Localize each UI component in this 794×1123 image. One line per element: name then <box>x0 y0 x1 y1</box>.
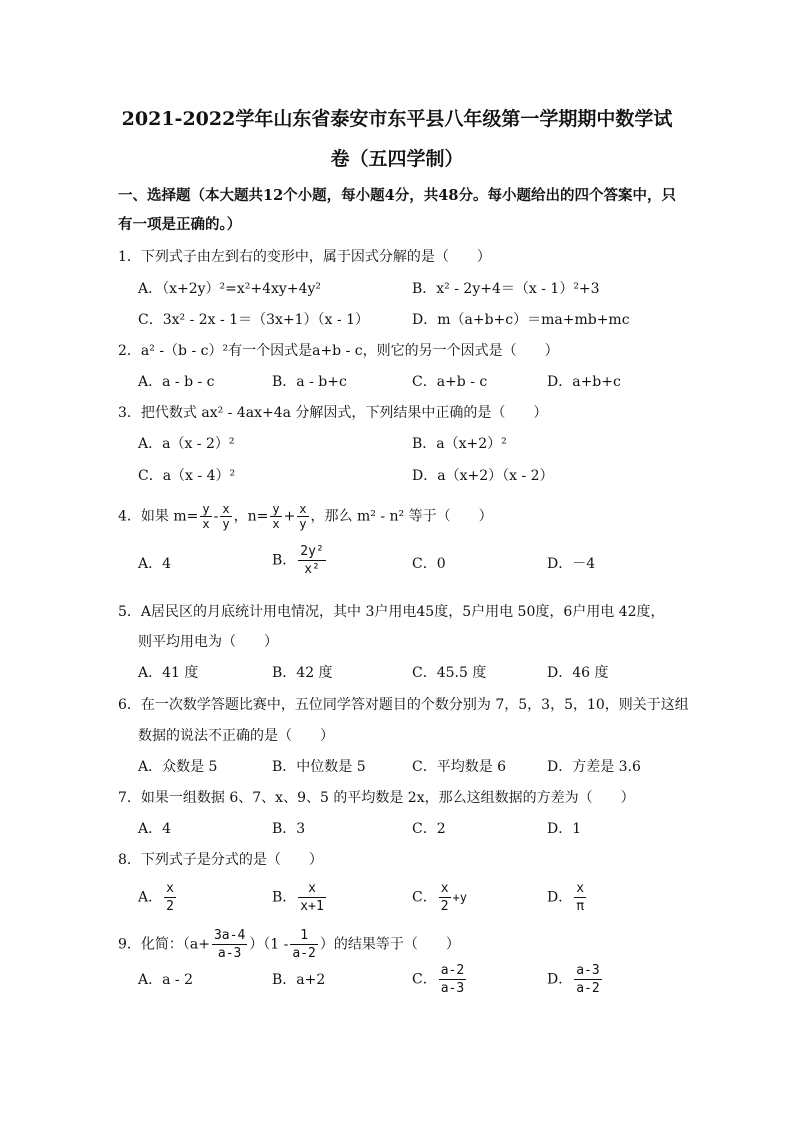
question-1-option-a: A．（x+2y）²=x²+4xy+4y² <box>138 281 322 297</box>
fraction-3a-4-over-a-3: $\frac{3a-4}{a-3}$ <box>213 928 246 961</box>
exam-title-line2: 卷（五四学制） <box>330 148 464 170</box>
fraction-x-over-y: $\frac{x}{y}$ <box>299 502 307 531</box>
question-7-option-b: B．3 <box>272 821 306 837</box>
question-8-option-a: A． $\frac{x}{2}$ <box>138 881 174 914</box>
question-4-suffix: ，那么 m² - n² 等于（ ） <box>310 508 493 525</box>
question-8-option-b: B． $\frac{x}{x+1}$ <box>272 881 324 914</box>
question-7-option-c: C．2 <box>412 821 446 837</box>
question-2-option-d: D．a+b+c <box>547 374 621 390</box>
question-5-stem-line2: 则平均用电为（ ） <box>138 634 278 650</box>
question-7-option-a: A．4 <box>138 821 172 837</box>
question-9-option-b: B．a+2 <box>272 972 326 988</box>
question-3-option-a: A．a（x - 2）² <box>138 436 235 452</box>
question-3-option-d: D．a（x+2）（x - 2） <box>412 468 554 484</box>
question-3-stem: 3．把代数式 ax² - 4ax+4a 分解因式，下列结果中正确的是（ ） <box>118 405 548 421</box>
question-2-option-b: B．a - b+c <box>272 374 347 390</box>
fraction-x-over-y: $\frac{x}{y}$ <box>222 502 230 531</box>
question-6-option-a: A．众数是 5 <box>138 759 218 775</box>
exam-title-line1: 2021-2022学年山东省泰安市东平县八年级第一学期期中数学试 <box>121 108 673 130</box>
question-1-option-c: C．3x² - 2x - 1＝（3x+1）（x - 1） <box>138 312 369 328</box>
question-8-option-c: C． $\frac{x}{2}$ +y <box>412 881 467 914</box>
question-2-option-c: C．a+b - c <box>412 374 488 390</box>
question-1-option-d: D．m（a+b+c）＝ma+mb+mc <box>412 312 630 328</box>
section-heading-line2: 有一项是正确的。） <box>118 216 242 233</box>
question-3-option-c: C．a（x - 4）² <box>138 468 236 484</box>
question-2-stem: 2．a² -（b - c）²有一个因式是a+b - c，则它的另一个因式是（ ） <box>118 343 559 359</box>
question-5-option-c: C．45.5 度 <box>412 665 487 681</box>
question-1-option-b: B．x² - 2y+4＝（x - 1）²+3 <box>412 281 600 297</box>
question-9-option-d: D． $\frac{a-3}{a-2}$ <box>547 963 600 996</box>
question-4-prefix: 4．如果 m= <box>118 508 199 525</box>
question-6-option-d: D．方差是 3.6 <box>547 759 641 775</box>
question-9-option-c: C． $\frac{a-2}{a-3}$ <box>412 963 465 996</box>
question-6-stem-line2: 数据的说法不正确的是（ ） <box>138 728 334 744</box>
question-5-option-d: D．46 度 <box>547 665 609 681</box>
question-7-option-d: D．1 <box>547 821 582 837</box>
question-6-option-c: C．平均数是 6 <box>412 759 507 775</box>
fraction-y-over-x: $\frac{y}{x}$ <box>202 502 210 531</box>
question-6-stem-line1: 6．在一次数学答题比赛中，五位同学答对题目的个数分别为 7，5，3，5，10，则关于这组 <box>118 697 689 713</box>
question-5-stem-line1: 5．A居民区的月底统计用电情况，其中 3户用电45度，5户用电 50度，6户用电 42度， <box>118 604 665 620</box>
fraction-y-over-x: $\frac{y}{x}$ <box>272 502 280 531</box>
question-3-option-b: B．a（x+2）² <box>412 436 507 452</box>
question-4-option-b: B． $\frac{\text{2y²}}{\text{x²}}$ <box>272 544 324 577</box>
question-8-option-d: D． $\frac{x}{\pi}$ <box>547 881 585 914</box>
fraction-1-over-a-2: $\frac{1}{a-2}$ <box>292 928 316 961</box>
question-9-option-a: A．a - 2 <box>138 972 193 988</box>
question-8-stem: 8．下列式子是分式的是（ ） <box>118 852 323 868</box>
question-4-option-a: A．4 <box>138 556 172 572</box>
question-4-option-d: D．－4 <box>547 556 596 572</box>
question-9-stem: 9．化简：（a+ $\frac{3a-4}{a-3}$ ）（1 - $\frac{1}{a-2}$ ）的结果等于（ ） <box>118 928 460 961</box>
question-5-option-a: A．41 度 <box>138 665 199 681</box>
question-6-option-b: B．中位数是 5 <box>272 759 366 775</box>
section-heading-line1: 一、选择题（本大题共12个小题，每小题4分，共48分。每小题给出的四个答案中，只 <box>118 187 676 204</box>
question-1-stem: 1．下列式子由左到右的变形中，属于因式分解的是（ ） <box>118 249 491 265</box>
question-5-option-b: B．42 度 <box>272 665 333 681</box>
question-2-option-a: A．a - b - c <box>138 374 215 390</box>
question-4-stem: 4．如果 m= $\frac{y}{x}$ - $\frac{x}{y}$ ，n= $\frac{y}{x}$ + $\frac{x}{y}$ ，那么 m² - n² 等于（ ） <box>118 502 493 531</box>
question-7-stem: 7．如果一组数据 6、7、x、9、5 的平均数是 2x，那么这组数据的方差为（ ） <box>118 790 635 806</box>
question-4-option-c: C．0 <box>412 556 446 572</box>
